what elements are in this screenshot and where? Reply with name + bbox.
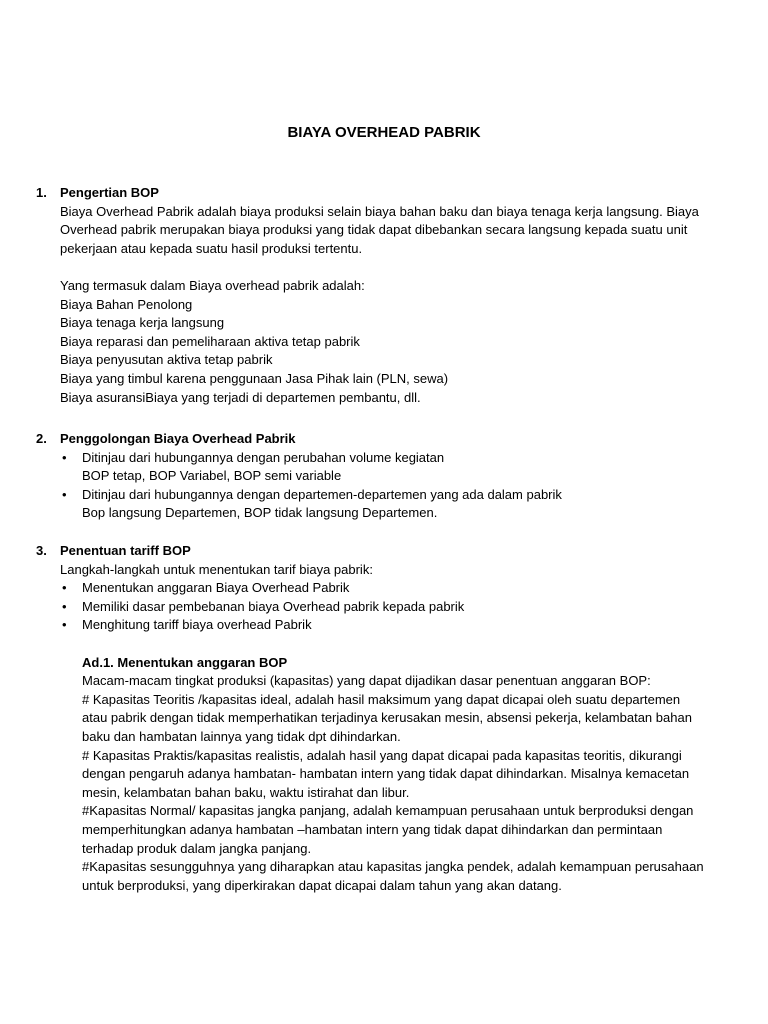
list-item: Biaya reparasi dan pemeliharaan aktiva tetap pabrik bbox=[60, 333, 360, 349]
section-title: Penentuan tariff BOP bbox=[60, 543, 191, 558]
paragraph-line: pekerjaan atau kepada suatu hasil produksi tertentu. bbox=[60, 240, 363, 256]
section-heading bbox=[36, 184, 736, 203]
list-item: Biaya asuransiBiaya yang terjadi di departemen pembantu, dll. bbox=[60, 389, 421, 405]
definition-paragraph bbox=[36, 203, 736, 259]
bullet-text: Ditinjau dari hubungannya dengan departemen-departemen yang ada dalam pabrik bbox=[82, 486, 562, 502]
section-title: Penggolongan Biaya Overhead Pabrik bbox=[60, 431, 296, 446]
list-item bbox=[60, 579, 736, 598]
bop-components-list bbox=[36, 277, 736, 407]
section-pengertian-bop bbox=[36, 184, 736, 407]
bullet-icon: • bbox=[62, 580, 67, 596]
section-number: 3. bbox=[36, 543, 47, 558]
list-item: Biaya penyusutan aktiva tetap pabrik bbox=[60, 352, 273, 368]
subsection-title: Ad.1. Menentukan anggaran BOP bbox=[82, 654, 288, 670]
steps-list bbox=[36, 579, 736, 635]
paragraph-line: #Kapasitas Normal/ kapasitas jangka panjang, adalah kemampuan perusahaan untuk berproduksi dengan bbox=[82, 803, 694, 819]
paragraph-line: mesin, kelambatan bahan baku, waktu istirahat dan libur. bbox=[82, 784, 410, 800]
bullet-text: Menentukan anggaran Biaya Overhead Pabrik bbox=[82, 580, 350, 596]
list-item: Biaya Bahan Penolong bbox=[60, 296, 193, 312]
bullet-icon: • bbox=[62, 449, 67, 465]
list-item bbox=[60, 486, 736, 523]
paragraph-line: Biaya Overhead Pabrik adalah biaya produksi selain biaya bahan baku dan biaya tenaga kerja langsung. Biaya bbox=[60, 203, 699, 219]
paragraph-line: terhadap produk dalam jangka panjang. bbox=[82, 840, 312, 856]
subsection-anggaran-bop bbox=[36, 654, 736, 896]
bullet-icon: • bbox=[62, 486, 67, 502]
steps-intro: Langkah-langkah untuk menentukan tarif biaya pabrik: bbox=[60, 561, 373, 577]
section-penggolongan bbox=[36, 430, 736, 523]
paragraph-line: memperhitungkan adanya hambatan –hambatan intern yang tidak dapat dihindarkan dan permintaan bbox=[82, 821, 663, 837]
paragraph-line: dengan pengaruh adanya hambatan- hambatan intern yang tidak dapat dihindarkan. Misalnya kemacetan bbox=[82, 766, 690, 782]
paragraph-line: untuk berproduksi, yang diperkirakan dapat dicapai dalam tahun yang akan datang. bbox=[82, 877, 562, 893]
paragraph-line: #Kapasitas sesungguhnya yang diharapkan atau kapasitas jangka pendek, adalah kemampuan perusahaan bbox=[82, 859, 704, 875]
paragraph-line: Overhead pabrik merupakan biaya produksi yang tidak dapat dibebankan secara langsung kepada suatu unit bbox=[60, 222, 688, 238]
list-item bbox=[60, 449, 736, 486]
list-intro: Yang termasuk dalam Biaya overhead pabrik adalah: bbox=[60, 277, 365, 293]
paragraph-line: # Kapasitas Praktis/kapasitas realistis, adalah hasil yang dapat dicapai pada kapasitas teoritis, dikurangi bbox=[82, 747, 682, 763]
list-item: Biaya tenaga kerja langsung bbox=[60, 315, 225, 331]
document-title: BIAYA OVERHEAD PABRIK bbox=[287, 124, 481, 141]
section-number: 1. bbox=[36, 185, 47, 200]
bullet-subtext: BOP tetap, BOP Variabel, BOP semi variable bbox=[82, 468, 342, 484]
list-item: Biaya yang timbul karena penggunaan Jasa Pihak lain (PLN, sewa) bbox=[60, 370, 449, 386]
list-item bbox=[60, 598, 736, 617]
paragraph-line: Macam-macam tingkat produksi (kapasitas) yang dapat dijadikan dasar penentuan anggaran BOP: bbox=[82, 673, 651, 689]
bullet-text: Menghitung tariff biaya overhead Pabrik bbox=[82, 617, 312, 633]
classification-list bbox=[36, 449, 736, 523]
section-heading bbox=[36, 430, 736, 449]
section-heading bbox=[36, 542, 736, 561]
section-number: 2. bbox=[36, 431, 47, 446]
section-title: Pengertian BOP bbox=[60, 185, 159, 200]
paragraph-line: # Kapasitas Teoritis /kapasitas ideal, adalah hasil maksimum yang dapat dicapai oleh suatu departemen bbox=[82, 691, 681, 707]
bullet-icon: • bbox=[62, 598, 67, 614]
bullet-text: Memiliki dasar pembebanan biaya Overhead pabrik kepada pabrik bbox=[82, 598, 465, 614]
paragraph-line: atau pabrik dengan tidak memperhatikan terjadinya kerusakan mesin, absensi pekerja, kelambatan bahan bbox=[82, 710, 692, 726]
bullet-subtext: Bop langsung Departemen, BOP tidak langsung Departemen. bbox=[82, 505, 438, 521]
bullet-text: Ditinjau dari hubungannya dengan perubahan volume kegiatan bbox=[82, 449, 445, 465]
list-item bbox=[60, 616, 736, 635]
section-penentuan-tariff bbox=[36, 542, 736, 895]
bullet-icon: • bbox=[62, 617, 67, 633]
paragraph-line: baku dan hambatan lainnya yang tidak dpt dihindarkan. bbox=[82, 728, 401, 744]
